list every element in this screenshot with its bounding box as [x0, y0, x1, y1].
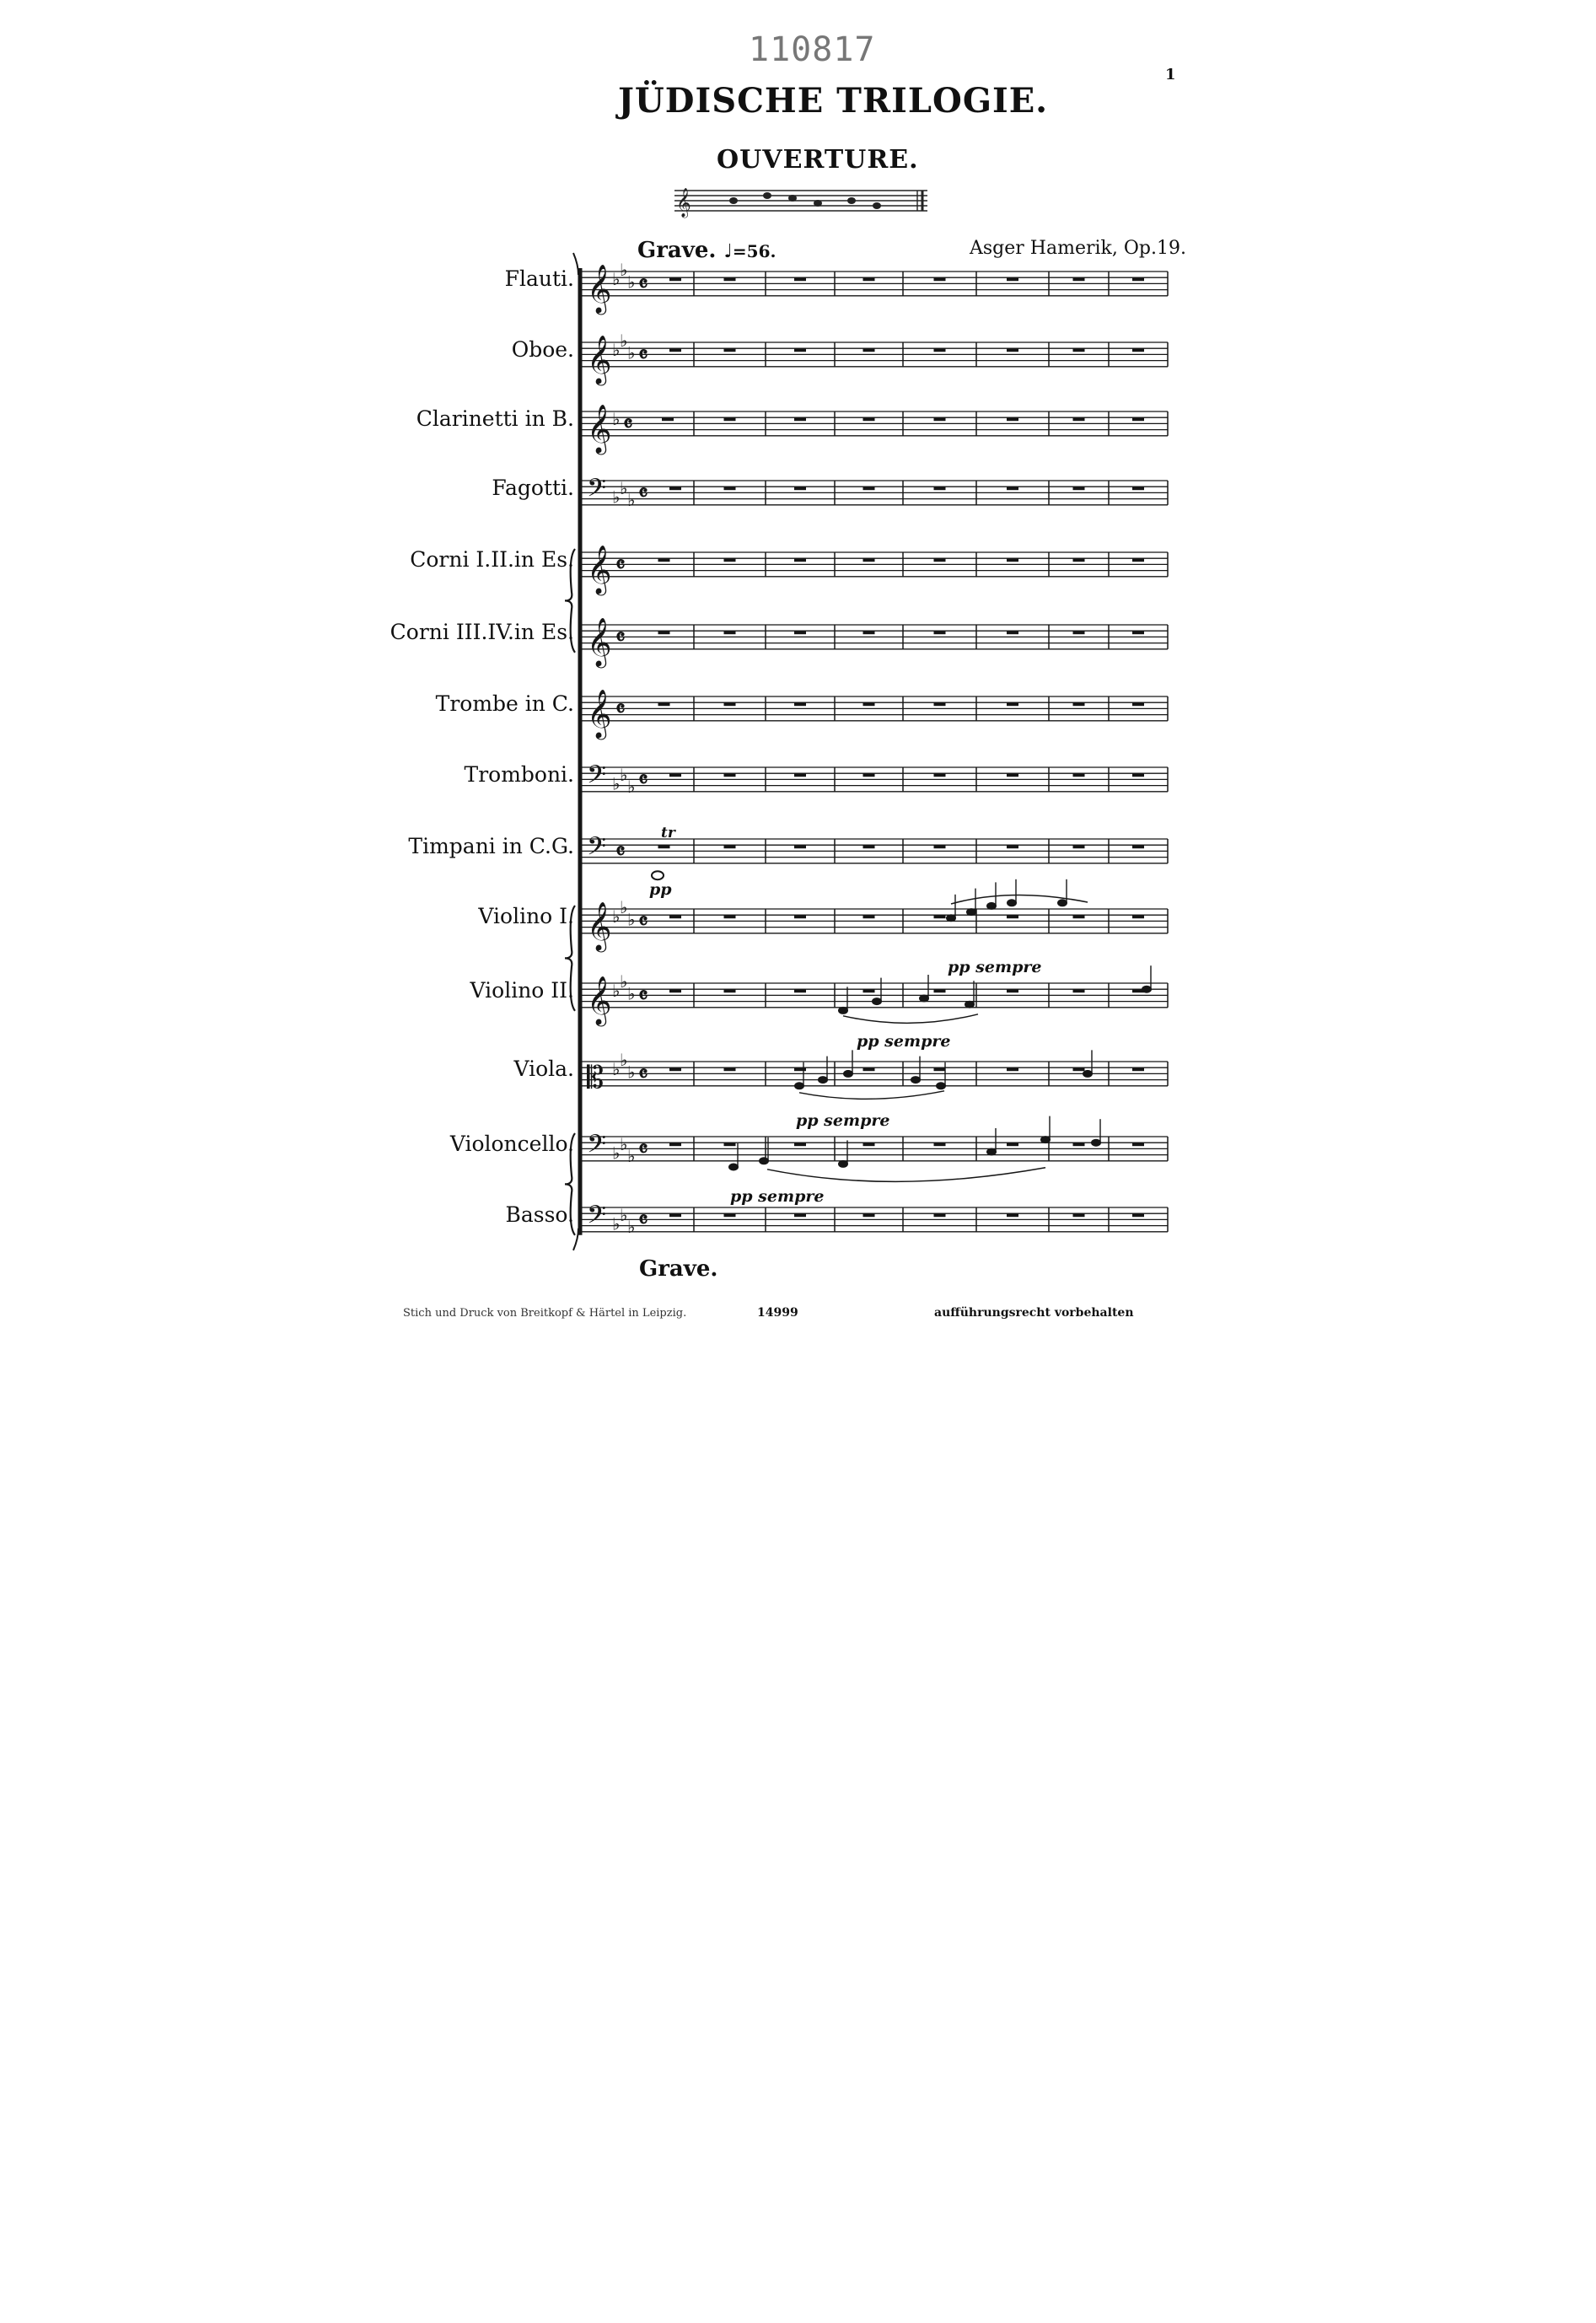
rest-icon	[1073, 558, 1085, 562]
flat-icon: ♭	[627, 1146, 636, 1167]
flat-icon: ♭	[620, 1204, 628, 1225]
note-head	[843, 1070, 853, 1078]
rest-icon	[863, 915, 875, 918]
common-time-icon: 𝄴	[638, 272, 648, 298]
rest-icon	[669, 1213, 681, 1217]
svg-text:𝄞: 𝄞	[676, 188, 691, 218]
rest-icon	[1007, 845, 1018, 848]
rest-icon	[724, 1213, 736, 1217]
note-head	[794, 1082, 804, 1089]
rest-icon	[794, 1067, 806, 1071]
rest-icon	[794, 702, 806, 706]
rest-icon	[1007, 417, 1018, 421]
staff-8	[582, 761, 1168, 798]
rest-icon	[794, 558, 806, 562]
note-head	[818, 1076, 828, 1084]
note-head	[838, 1007, 848, 1014]
common-time-icon: 𝄴	[638, 342, 648, 368]
flat-icon: ♭	[612, 1213, 621, 1234]
rest-icon	[1007, 1143, 1018, 1146]
rest-icon	[1007, 702, 1018, 706]
clef-icon: 𝄡	[587, 1060, 605, 1095]
staff-4	[582, 475, 1168, 511]
rest-icon	[794, 915, 806, 918]
dynamic-pp-sempre-violino2: pp sempre	[857, 1032, 951, 1051]
common-time-icon: 𝄴	[638, 767, 648, 793]
rest-icon	[658, 631, 670, 634]
rest-icon	[1073, 1143, 1085, 1146]
rest-icon	[1132, 417, 1144, 421]
flat-icon: ♭	[612, 487, 621, 508]
rest-icon	[1073, 773, 1085, 777]
common-time-icon: 𝄴	[615, 839, 626, 865]
note-head	[936, 1082, 946, 1089]
rest-icon	[934, 845, 946, 848]
note-head	[872, 997, 882, 1005]
rest-icon	[863, 558, 875, 562]
rest-icon	[1073, 1067, 1085, 1071]
timpani-note	[652, 871, 664, 879]
rest-icon	[934, 558, 946, 562]
flat-icon: ♭	[612, 408, 621, 429]
staff-6	[582, 617, 1168, 669]
rest-icon	[1132, 1143, 1144, 1146]
tempo-marking-bottom: Grave.	[639, 1256, 718, 1282]
rest-icon	[669, 487, 681, 490]
rest-icon	[1132, 1213, 1144, 1217]
note-head	[1091, 1139, 1101, 1147]
rest-icon	[863, 631, 875, 634]
rest-icon	[934, 348, 946, 352]
metronome-value: =56.	[732, 241, 777, 261]
staff-3	[582, 404, 1168, 455]
rest-icon	[1073, 487, 1085, 490]
rest-icon	[1132, 348, 1144, 352]
rest-icon	[1132, 915, 1144, 918]
note-head	[946, 914, 956, 922]
common-time-icon: 𝄴	[638, 909, 648, 935]
rest-icon	[1132, 702, 1144, 706]
flat-icon: ♭	[620, 971, 628, 992]
flat-icon: ♭	[620, 897, 628, 917]
rest-icon	[934, 487, 946, 490]
staff-7	[582, 689, 1168, 740]
note-head	[986, 1148, 997, 1156]
flat-icon: ♭	[627, 983, 636, 1004]
instrument-label: Trombe in C.	[435, 691, 574, 716]
rest-icon	[669, 915, 681, 918]
note-head	[1007, 899, 1017, 906]
rest-icon	[863, 487, 875, 490]
rest-icon	[1132, 277, 1144, 281]
common-time-icon: 𝄴	[623, 411, 633, 438]
dynamic-pp-timpani: pp	[649, 880, 672, 899]
rest-icon	[863, 1067, 875, 1071]
rest-icon	[724, 989, 736, 992]
common-time-icon: 𝄴	[638, 481, 648, 507]
rest-icon	[1132, 487, 1144, 490]
common-time-icon: 𝄴	[615, 696, 626, 723]
note-head	[1040, 1136, 1051, 1143]
clef-icon: 𝄢	[587, 761, 607, 796]
rest-icon	[669, 277, 681, 281]
flat-icon: ♭	[612, 1058, 621, 1079]
rest-icon	[669, 348, 681, 352]
rest-icon	[794, 277, 806, 281]
rest-icon	[658, 558, 670, 562]
rest-icon	[1132, 1067, 1144, 1071]
rest-icon	[863, 1213, 875, 1217]
clef-icon: 𝄞	[587, 616, 612, 666]
staff-12	[582, 1050, 1168, 1095]
clef-icon: 𝄢	[587, 1130, 607, 1165]
rest-icon	[794, 1213, 806, 1217]
rest-icon	[1007, 915, 1018, 918]
instrument-label: Flauti.	[504, 266, 574, 291]
instrument-label: Clarinetti in B.	[416, 406, 574, 431]
rest-icon	[1132, 631, 1144, 634]
flat-icon: ♭	[612, 906, 621, 927]
flat-icon: ♭	[612, 1143, 621, 1164]
rest-icon	[863, 773, 875, 777]
flat-icon: ♭	[627, 777, 636, 798]
rights-notice: aufführungsrecht vorbehalten	[934, 1306, 1134, 1320]
note-head	[911, 1076, 921, 1084]
instrument-label: Violoncello.	[449, 1132, 574, 1156]
clef-icon: 𝄞	[587, 403, 612, 453]
rest-icon	[863, 702, 875, 706]
rest-icon	[724, 348, 736, 352]
rest-icon	[1007, 348, 1018, 352]
rest-icon	[1007, 1067, 1018, 1071]
flat-icon: ♭	[620, 331, 628, 351]
rest-icon	[863, 348, 875, 352]
staff-14	[582, 1202, 1168, 1238]
rest-icon	[724, 417, 736, 421]
rest-icon	[1007, 1213, 1018, 1217]
note-head	[1142, 986, 1152, 993]
rest-icon	[669, 989, 681, 992]
note-head	[919, 995, 929, 1003]
instrument-label: Fagotti.	[492, 476, 574, 500]
rest-icon	[724, 845, 736, 848]
flat-icon: ♭	[620, 477, 628, 498]
flat-icon: ♭	[612, 268, 621, 289]
common-time-icon: 𝄴	[615, 552, 626, 578]
rest-icon	[724, 702, 736, 706]
rest-icon	[863, 277, 875, 281]
flat-icon: ♭	[612, 339, 621, 360]
instrument-label: Violino II.	[470, 978, 574, 1003]
rest-icon	[934, 989, 946, 992]
rest-icon	[1073, 702, 1085, 706]
instrument-label: Tromboni.	[464, 762, 574, 787]
note-head	[838, 1160, 848, 1168]
rest-icon	[934, 631, 946, 634]
rest-icon	[934, 915, 946, 918]
clef-icon: 𝄞	[587, 975, 612, 1024]
rest-icon	[934, 277, 946, 281]
instrument-label: Timpani in C.G.	[408, 834, 574, 858]
rest-icon	[794, 845, 806, 848]
catalog-stamp: 110817	[749, 30, 876, 69]
rest-icon	[1132, 773, 1144, 777]
instrument-label: Viola.	[513, 1057, 574, 1081]
rest-icon	[669, 1143, 681, 1146]
note-heads	[728, 879, 1152, 1171]
rest-icon	[794, 773, 806, 777]
rest-icon	[1073, 348, 1085, 352]
rest-icon	[934, 417, 946, 421]
flat-icon: ♭	[627, 272, 636, 293]
metronome-note-icon: ♩	[723, 240, 733, 262]
rest-icon	[1073, 989, 1085, 992]
rest-icon	[1073, 631, 1085, 634]
instrument-label: Corni III.IV.in Es.	[390, 620, 574, 644]
clef-icon: 𝄢	[587, 1201, 607, 1236]
flat-icon: ♭	[620, 764, 628, 785]
rest-icon	[724, 1143, 736, 1146]
rest-icon	[794, 1143, 806, 1146]
clef-icon: 𝄞	[587, 263, 612, 313]
dynamic-pp-sempre-violino1: pp sempre	[948, 958, 1042, 976]
rest-icon	[863, 1143, 875, 1146]
rest-icon	[1073, 1213, 1085, 1217]
flat-icon: ♭	[620, 1050, 628, 1070]
rest-icon	[724, 558, 736, 562]
rest-icon	[1007, 989, 1018, 992]
clef-icon: 𝄢	[587, 832, 607, 868]
note-head	[728, 1164, 739, 1171]
rest-icon	[934, 1143, 946, 1146]
note-head	[759, 1157, 769, 1164]
rest-icon	[724, 277, 736, 281]
page-title: JÜDISCHE TRILOGIE.	[618, 81, 1049, 121]
common-time-icon: 𝄴	[638, 1137, 648, 1163]
page-number: 1	[1165, 66, 1176, 83]
rest-icon	[794, 417, 806, 421]
dynamic-pp-sempre-viola: pp sempre	[796, 1111, 890, 1130]
rest-icon	[934, 1067, 946, 1071]
rest-icon	[662, 417, 674, 421]
rest-icon	[669, 773, 681, 777]
rest-icon	[724, 487, 736, 490]
rest-icon	[1073, 277, 1085, 281]
rest-icon	[794, 348, 806, 352]
plate-number: 14999	[757, 1306, 798, 1320]
rest-icon	[1007, 277, 1018, 281]
instrument-label: Basso.	[505, 1202, 574, 1227]
instrument-label: Corni I.II.in Es.	[410, 547, 574, 572]
rest-icon	[724, 915, 736, 918]
clef-icon: 𝄢	[587, 474, 607, 509]
common-time-icon: 𝄴	[638, 1062, 648, 1088]
staff-1	[582, 260, 1168, 315]
tempo-text: Grave.	[637, 238, 717, 263]
rest-icon	[1132, 558, 1144, 562]
common-time-icon: 𝄴	[615, 625, 626, 651]
note-head	[1057, 899, 1067, 906]
flat-icon: ♭	[627, 1062, 636, 1083]
flat-icon: ♭	[627, 909, 636, 930]
rest-icon	[794, 989, 806, 992]
rest-icon	[794, 631, 806, 634]
rest-icon	[658, 845, 670, 848]
clef-icon: 𝄞	[587, 901, 612, 950]
flat-icon: ♭	[627, 1217, 636, 1238]
rest-icon	[724, 1067, 736, 1071]
rest-icon	[934, 773, 946, 777]
rest-icon	[1007, 773, 1018, 777]
rest-icon	[1073, 845, 1085, 848]
flat-icon: ♭	[612, 773, 621, 794]
staff-2	[582, 331, 1168, 386]
note-head	[965, 1001, 975, 1008]
flat-icon: ♭	[627, 490, 636, 511]
dynamic-pp-sempre-violoncello: pp sempre	[730, 1187, 825, 1206]
rest-icon	[1007, 631, 1018, 634]
staff-5	[582, 545, 1168, 596]
printer-imprint: Stich und Druck von Breitkopf & Härtel in Leipzig.	[403, 1307, 687, 1320]
rest-icon	[1073, 417, 1085, 421]
rest-icon	[934, 1213, 946, 1217]
rest-icon	[724, 773, 736, 777]
composer-credit: Asger Hamerik, Op.19.	[970, 238, 1186, 259]
rest-icon	[863, 417, 875, 421]
common-time-icon: 𝄴	[638, 983, 648, 1009]
rest-icon	[1007, 558, 1018, 562]
clef-icon: 𝄞	[587, 688, 612, 738]
flat-icon: ♭	[612, 980, 621, 1001]
rest-icon	[724, 631, 736, 634]
rest-icon	[669, 1067, 681, 1071]
common-time-icon: 𝄴	[638, 1207, 648, 1234]
note-head	[966, 908, 976, 916]
rest-icon	[1073, 915, 1085, 918]
trill-mark: tr	[661, 825, 675, 842]
flat-icon: ♭	[620, 1133, 628, 1154]
clef-icon: 𝄞	[587, 334, 612, 384]
page-subtitle: OUVERTURE.	[717, 145, 919, 175]
rest-icon	[1007, 487, 1018, 490]
clef-icon: 𝄞	[587, 544, 612, 594]
rest-icon	[863, 989, 875, 992]
staff-13	[582, 1131, 1168, 1167]
rest-icon	[658, 702, 670, 706]
rest-icon	[863, 845, 875, 848]
rest-icon	[1132, 845, 1144, 848]
flat-icon: ♭	[627, 342, 636, 363]
note-head	[986, 902, 997, 910]
flat-icon: ♭	[620, 260, 628, 280]
rest-icon	[934, 702, 946, 706]
rest-icon	[794, 487, 806, 490]
instrument-label: Violino I.	[478, 904, 574, 928]
note-head	[1083, 1070, 1093, 1078]
instrument-label: Oboe.	[511, 337, 574, 362]
staff-10	[582, 897, 1168, 953]
